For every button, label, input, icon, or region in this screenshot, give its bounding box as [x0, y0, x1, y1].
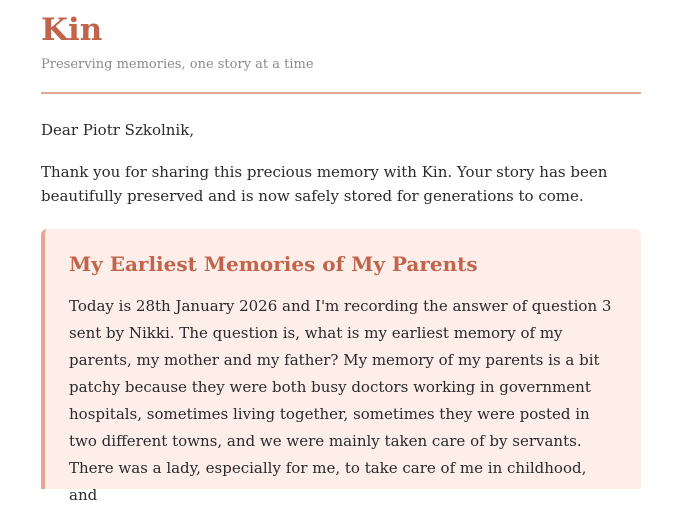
- brand-tagline: Preserving memories, one story at a time: [41, 57, 314, 72]
- letter-intro: Thank you for sharing this precious memory with Kin. Your story has been beautifully preserved and is now safely stored for generations to come.: [41, 163, 608, 205]
- header-divider: [41, 92, 641, 94]
- memory-card: [41, 229, 641, 504]
- email-page: [41, 0, 641, 504]
- letter-greeting: Dear Piotr Szkolnik,: [41, 121, 195, 139]
- memory-body: Today is 28th January 2026 and I'm recording the answer of question 3 sent by Nikki. The question is, what is my earliest memory of my parents, my mother and my father? My memory of my parents is a bit patchy because they were both busy doctors working in government hospitals, sometimes living together, sometimes they were posted in two different towns, and we were mainly taken care of by servants. There was a lady, especially for me, to take care of me in childhood, and: [69, 297, 612, 504]
- brand-logo-text: Kin: [41, 12, 103, 48]
- memory-title: My Earliest Memories of My Parents: [69, 252, 478, 276]
- email-header: [41, 0, 641, 94]
